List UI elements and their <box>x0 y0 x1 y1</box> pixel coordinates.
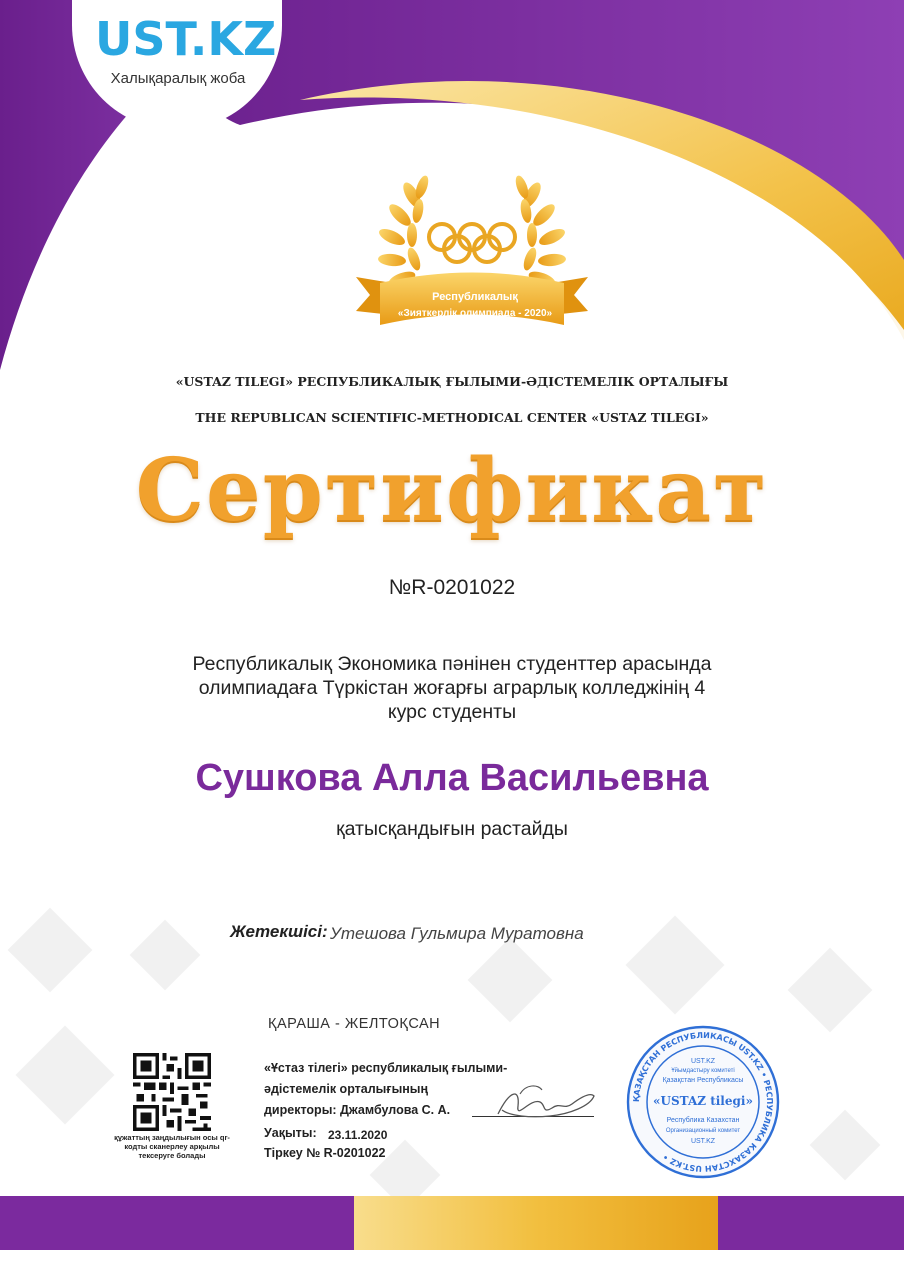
mentor-label: Жетекшісі: <box>230 922 328 941</box>
badge-line-1: Республикалық <box>432 291 518 303</box>
director-name: директоры: Джамбулова С. А. <box>264 1103 451 1117</box>
registration-number: Тіркеу № R-0201022 <box>264 1146 386 1160</box>
organization-name-en: THE REPUBLICAN SCIENTIFIC-METHODICAL CENTER «USTAZ TILEGI» <box>195 410 709 425</box>
stamp-inner-bottom-3: UST.KZ <box>690 1138 716 1145</box>
certificate-description: Республикалық Экономика пәнінен студенттер арасында олимпиадаға Түркістан жоғарғы аграрлық колледжінің 4 курс студенты <box>192 653 712 723</box>
recipient-name: Сушкова Алла Васильевна <box>195 757 709 799</box>
stamp-center-text: «USTAZ tilegi» <box>653 1094 753 1108</box>
qr-caption: құжаттың заңдылығын осы qr-кодты сканерлеу арқылы тексеруге болады <box>114 1133 230 1160</box>
organization-name-kz: «USTAZ TILEGI» РЕСПУБЛИКАЛЫҚ ҒЫЛЫМИ-ӘДІСТЕМЕЛІК ОРТАЛЫҒЫ <box>175 374 729 389</box>
certificate-title: Сертификат <box>135 440 769 541</box>
date-value: 23.11.2020 <box>328 1128 388 1142</box>
period-text: ҚАРАША - ЖЕЛТОҚСАН <box>268 1016 441 1032</box>
stamp-inner-top-2: Ұйымдастыру комитеті <box>671 1068 735 1074</box>
qr-code <box>133 1053 211 1131</box>
mentor-name: Утешова Гульмира Муратовна <box>330 924 584 943</box>
official-stamp <box>626 1025 780 1179</box>
stamp-outer-text: ҚАЗАҚСТАН РЕСПУБЛИКАСЫ UST.KZ • РЕСПУБЛИКА КАЗАХСТАН UST.KZ • <box>631 1030 775 1174</box>
logo-subtitle: Халықаралық жоба <box>110 70 246 87</box>
stamp-inner-top-3: Қазақстан Республикасы <box>662 1077 744 1084</box>
date-label: Уақыты: <box>264 1126 317 1140</box>
confirmation-text: қатысқандығын растайды <box>336 818 568 840</box>
certificate-number: №R-0201022 <box>388 576 516 599</box>
signature-org-line-1: «Ұстаз тілегі» республикалық ғылыми- <box>264 1061 508 1075</box>
stamp-inner-bottom-1: Республика Казахстан <box>666 1117 740 1124</box>
stamp-inner-top-1: UST.KZ <box>690 1058 716 1065</box>
stamp-inner-bottom-2: Организационный комитет <box>665 1128 741 1134</box>
handwritten-signature <box>490 1080 600 1126</box>
signature-org-line-2: әдістемелік орталығының <box>264 1082 429 1096</box>
badge-line-2: «Зияткерлік олимпиада - 2020» <box>397 308 553 319</box>
brand-logo: UST.KZ <box>95 12 277 66</box>
